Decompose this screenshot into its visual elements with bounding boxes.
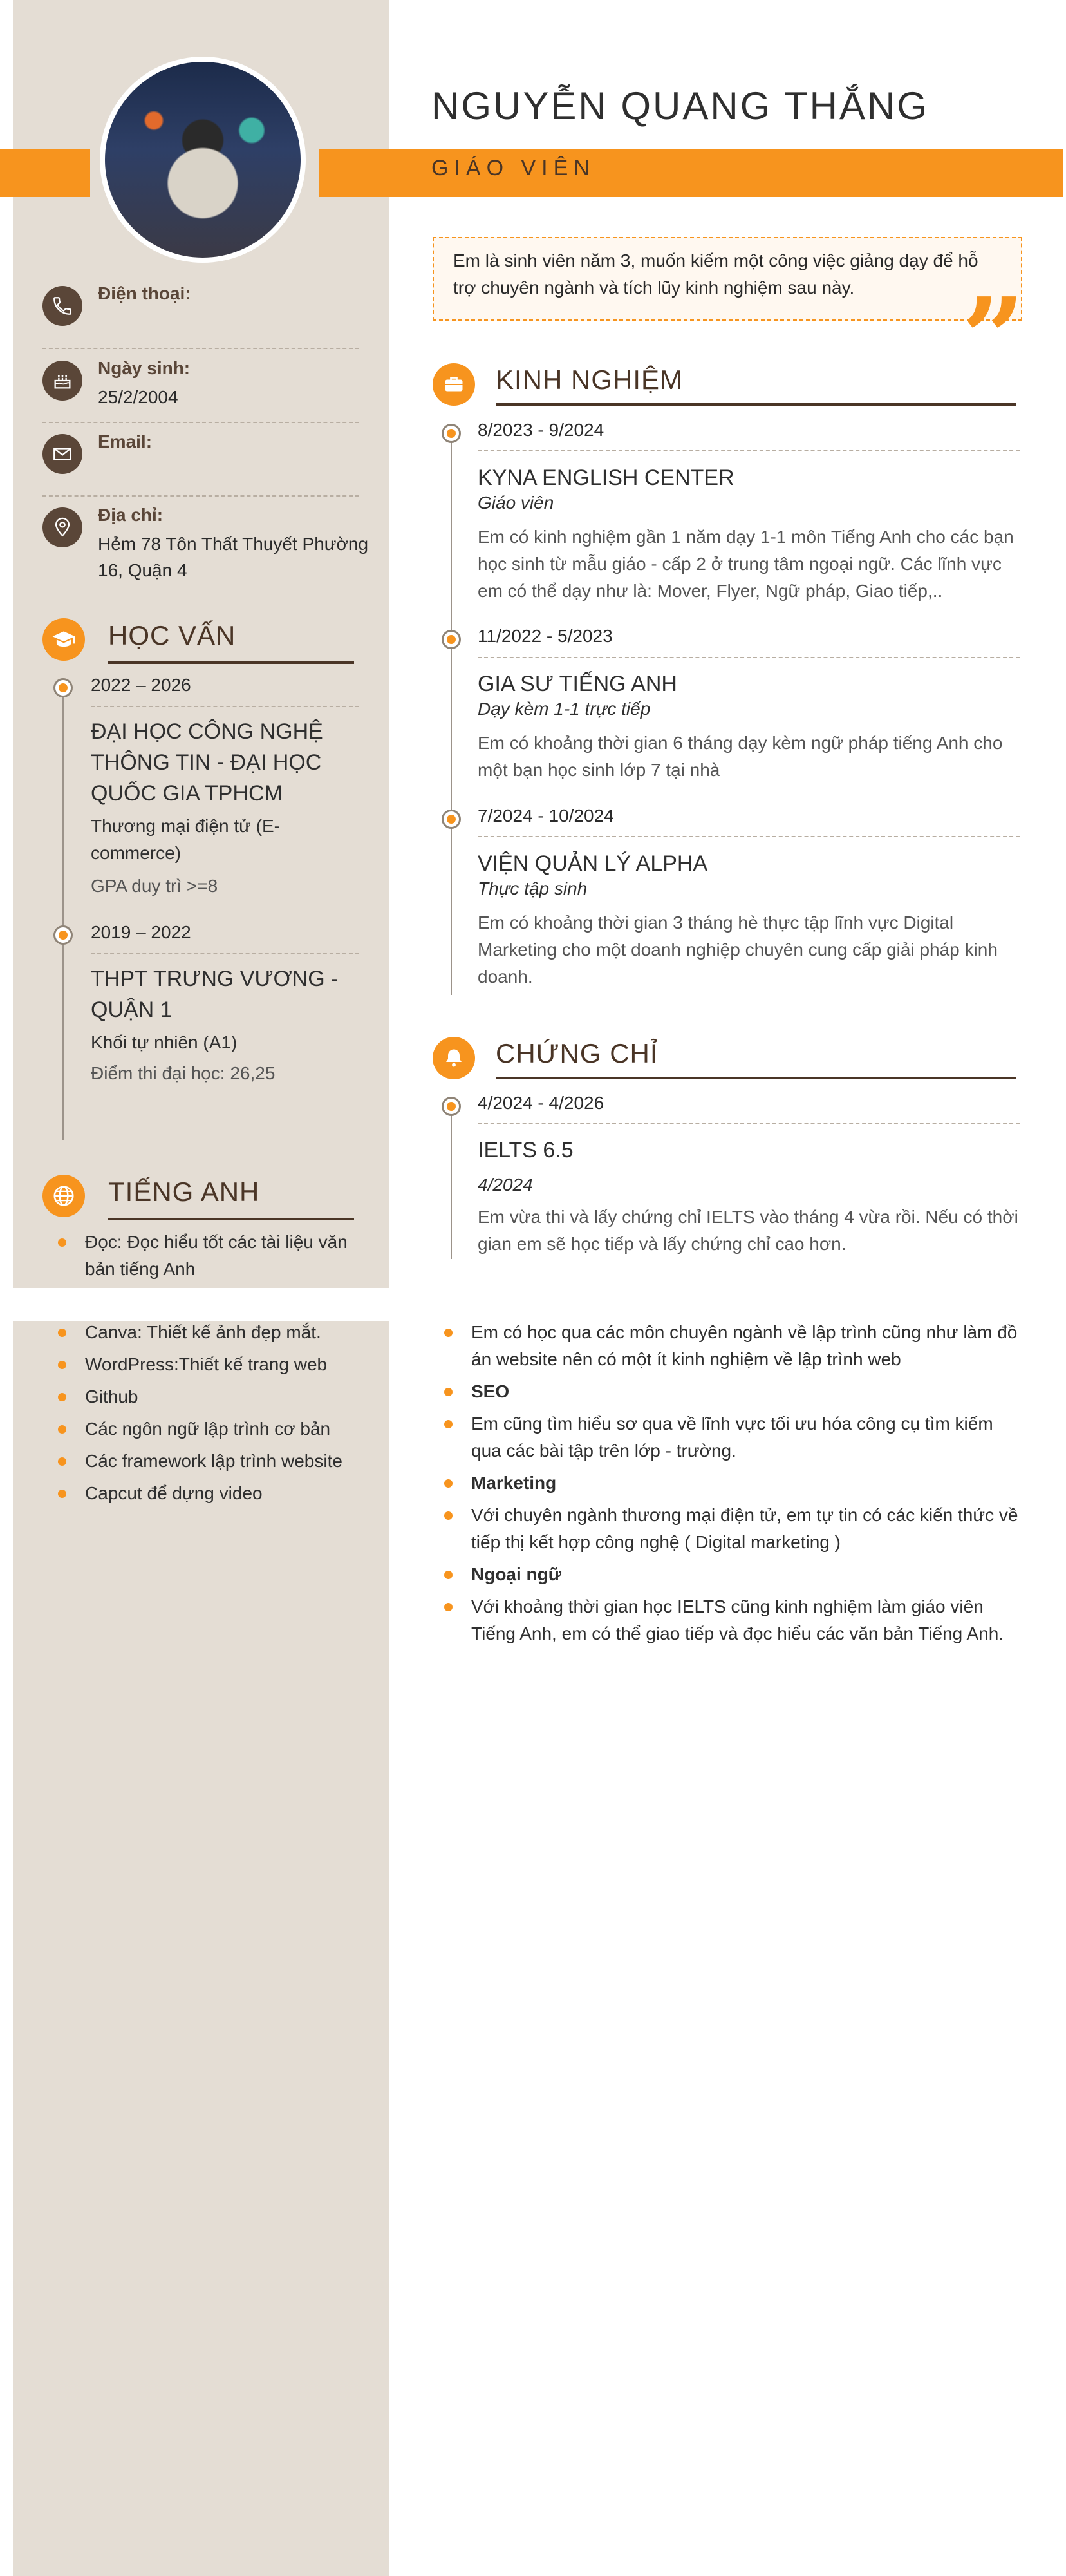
skills-list (58, 1319, 367, 1512)
contact-phone (42, 283, 359, 335)
certificate-description: Em vừa thi và lấy chứng chỉ IELTS vào tháng 4 vừa rồi. Nếu có thời gian em sẽ học tiếp và lấy chứng chỉ cao hơn. (478, 1207, 1018, 1254)
list-item: Với chuyên ngành thương mại điện tử, em tự tin có các kiến thức về tiếp thị kết hợp công nghệ ( Digital marketing ) (444, 1502, 1024, 1556)
address-value: Hẻm 78 Tôn Thất Thuyết Phường 16, Quận 4 (98, 534, 369, 580)
certificates-title: CHỨNG CHỈ (496, 1038, 659, 1068)
timeline-dot (442, 630, 461, 649)
education-major: Khối tự nhiên (A1) (91, 1032, 238, 1052)
experience-company: VIỆN QUẢN LÝ ALPHA (478, 851, 708, 876)
header-band-left (0, 149, 90, 197)
experience-position: Thực tập sinh (478, 878, 588, 898)
education-date: 2022 – 2026 (91, 675, 191, 695)
list-item: Các ngôn ngữ lập trình cơ bản (58, 1416, 367, 1443)
list-item: SEO (444, 1378, 1024, 1405)
divider (91, 953, 359, 954)
cake-icon (42, 361, 82, 401)
timeline-dot (442, 810, 461, 829)
list-item: Em cũng tìm hiểu sơ qua về lĩnh vực tối ưu hóa công cụ tìm kiếm qua các bài tập trên lớp - trường. (444, 1410, 1024, 1464)
education-timeline-line (62, 689, 64, 1140)
briefcase-icon (433, 363, 475, 406)
experience-description: Em có khoảng thời gian 6 tháng dạy kèm ngữ pháp tiếng Anh cho một bạn học sinh lớp 7 tại nhà (478, 733, 1003, 780)
certificates-title-rule (496, 1077, 1016, 1079)
certificate-name: IELTS 6.5 (478, 1138, 574, 1162)
list-item: Capcut để dựng video (58, 1480, 367, 1507)
experience-description: Em có kinh nghiệm gần 1 năm dạy 1-1 môn Tiếng Anh cho các bạn học sinh từ mẫu giáo - cấp 2 ở trung tâm ngoại ngữ. Các lĩnh vực em có thể dạy như là: Mover, Flyer, Ngữ pháp, Giao tiếp,.. (478, 527, 1014, 601)
education-note: Điểm thi đại học: 26,25 (91, 1063, 276, 1083)
list-item: Với khoảng thời gian học IELTS cũng kinh nghiệm làm giáo viên Tiếng Anh, em có thể giao tiếp và đọc hiểu các văn bản Tiếng Anh. (444, 1593, 1024, 1647)
divider (478, 1123, 1020, 1124)
experience-position: Dạy kèm 1-1 trực tiếp (478, 699, 651, 719)
education-school: THPT TRƯNG VƯƠNG - QUẬN 1 (91, 967, 339, 1022)
divider (478, 657, 1020, 658)
experience-date: 11/2022 - 5/2023 (478, 626, 613, 646)
divider (478, 836, 1020, 837)
list-item: WordPress:Thiết kế trang web (58, 1351, 367, 1378)
divider (42, 495, 359, 497)
certificate-date: 4/2024 - 4/2026 (478, 1093, 604, 1113)
education-note: GPA duy trì >=8 (91, 876, 218, 896)
experience-title: KINH NGHIỆM (496, 365, 684, 395)
candidate-name: NGUYỄN QUANG THẮNG (431, 84, 929, 128)
avatar (100, 57, 306, 263)
list-item: Github (58, 1383, 367, 1410)
contact-email (42, 431, 359, 483)
address-label: Địa chỉ: (98, 505, 164, 525)
bell-icon (433, 1037, 475, 1079)
experience-company: GIA SƯ TIẾNG ANH (478, 672, 677, 696)
timeline-dot (53, 925, 73, 945)
list-item: Em có học qua các môn chuyên ngành về lập trình cũng như làm đồ án website nên có một ít kinh nghiệm về lập trình web (444, 1319, 1024, 1373)
experience-date: 8/2023 - 9/2024 (478, 420, 604, 440)
profile-photo (105, 62, 301, 258)
contact-birthday (42, 358, 359, 416)
experience-title-rule (496, 403, 1016, 406)
divider (478, 450, 1020, 451)
education-title-rule (108, 661, 354, 664)
education-major: Thương mại điện tử (E-commerce) (91, 816, 280, 863)
english-title: TIẾNG ANH (108, 1177, 260, 1207)
phone-icon (42, 286, 82, 326)
birth-label: Ngày sinh: (98, 358, 191, 378)
globe-icon (42, 1175, 85, 1217)
divider (42, 422, 359, 423)
graduation-cap-icon (42, 618, 85, 661)
quote-icon: ” (962, 274, 1025, 402)
education-title: HỌC VẤN (108, 620, 236, 650)
timeline-dot (442, 1097, 461, 1116)
english-list (58, 1229, 360, 1288)
timeline-dot (53, 678, 73, 697)
certificates-timeline-line (451, 1114, 452, 1259)
divider (91, 706, 359, 707)
experience-description: Em có khoảng thời gian 3 tháng hè thực tập lĩnh vực Digital Marketing cho một doanh nghiệp chuyên cung cấp giải pháp kinh doanh. (478, 913, 998, 987)
timeline-dot (442, 424, 461, 443)
phone-label: Điện thoại: (98, 283, 191, 303)
experience-company: KYNA ENGLISH CENTER (478, 466, 734, 490)
job-title: GIÁO VIÊN (431, 156, 595, 180)
experience-timeline-line (451, 441, 452, 995)
list-item: Ngoại ngữ (444, 1561, 1024, 1588)
contact-address (42, 505, 369, 589)
english-title-rule (108, 1218, 354, 1220)
mail-icon (42, 434, 82, 474)
list-item: Đọc: Đọc hiểu tốt các tài liệu văn bản tiếng Anh (58, 1229, 360, 1283)
experience-position: Giáo viên (478, 493, 554, 513)
list-item: Các framework lập trình website (58, 1448, 367, 1475)
list-item: Canva: Thiết kế ảnh đẹp mắt. (58, 1319, 367, 1346)
location-icon (42, 507, 82, 547)
divider (42, 348, 359, 349)
list-item: Marketing (444, 1470, 1024, 1497)
experience-date: 7/2024 - 10/2024 (478, 806, 614, 826)
summary-box: Em là sinh viên năm 3, muốn kiếm một công việc giảng dạy để hỗ trợ chuyên ngành và tích lũy kinh nghiệm sau này. (433, 237, 1022, 321)
additional-list (444, 1319, 1024, 1653)
email-label: Email: (98, 431, 153, 451)
education-date: 2019 – 2022 (91, 922, 191, 942)
certificate-issued: 4/2024 (478, 1175, 533, 1195)
birth-value: 25/2/2004 (98, 387, 178, 407)
education-school: ĐẠI HỌC CÔNG NGHỆ THÔNG TIN - ĐẠI HỌC QUỐC GIA TPHCM (91, 719, 323, 806)
